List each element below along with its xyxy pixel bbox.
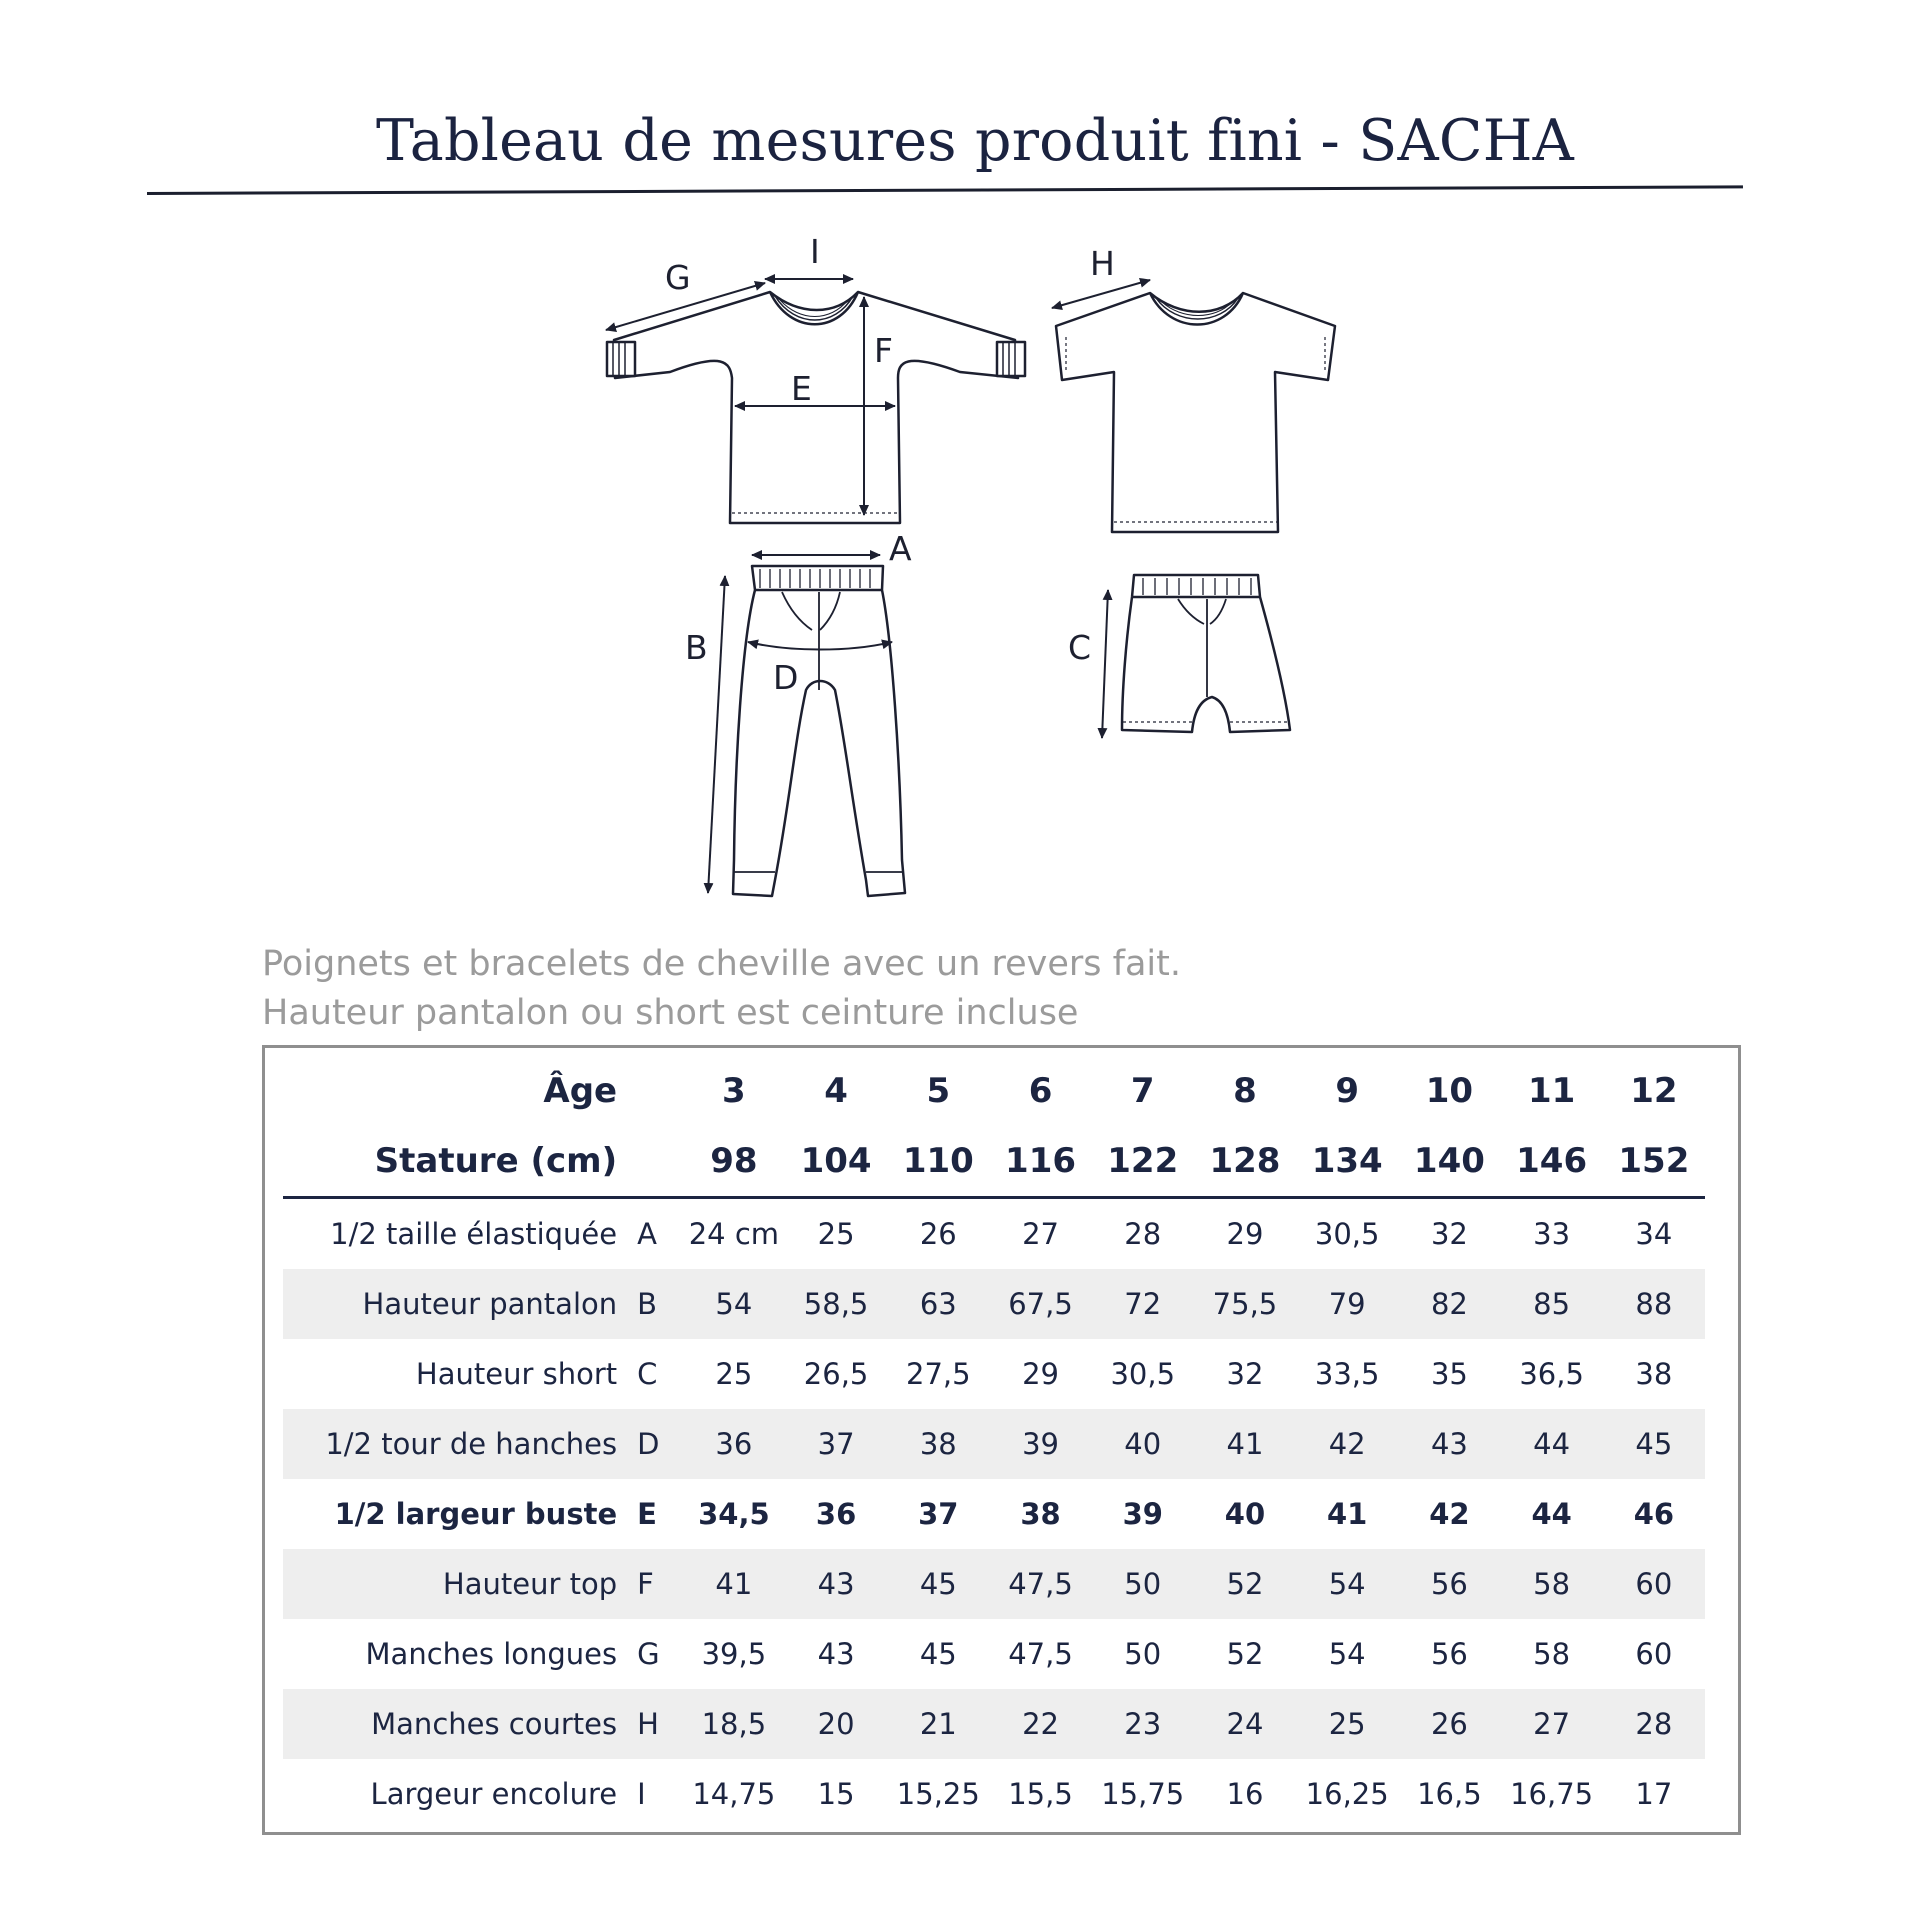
measure-label-g: G (665, 258, 691, 297)
value-cell: 34 (1635, 1217, 1673, 1251)
stature-cell: 110 (887, 1126, 989, 1198)
value-cell: 46 (1633, 1497, 1675, 1531)
shorts-drawing (1122, 575, 1290, 732)
t-shirt-drawing (1056, 293, 1335, 532)
value-cell: 36 (815, 1497, 857, 1531)
value-cell: 60 (1603, 1549, 1705, 1619)
value-cell: 26 (1398, 1689, 1500, 1759)
value-cell: 16,5 (1417, 1777, 1482, 1811)
age-cell: 8 (1233, 1071, 1257, 1111)
stature-cell: 140 (1398, 1126, 1500, 1198)
age-cell: 3 (722, 1071, 746, 1111)
value-cell: 41 (1194, 1409, 1296, 1479)
value-cell: 45 (919, 1637, 957, 1671)
table-row (283, 1198, 1705, 1270)
value-cell: 15,5 (1008, 1777, 1073, 1811)
row-name: Hauteur short (415, 1357, 618, 1391)
stature-cell: 122 (1092, 1126, 1194, 1198)
measurement-table (283, 1056, 1705, 1829)
table-row (283, 1549, 1705, 1619)
table-row (283, 1269, 1705, 1339)
value-cell: 15,25 (896, 1777, 980, 1811)
age-cell: 9 (1335, 1071, 1360, 1111)
value-cell: 44 (1501, 1409, 1603, 1479)
value-cell: 16,25 (1305, 1777, 1389, 1811)
value-cell: 56 (1430, 1637, 1468, 1671)
row-name: Manches courtes (283, 1689, 629, 1759)
stature-cell: 134 (1296, 1126, 1398, 1198)
value-cell: 45 (887, 1549, 989, 1619)
value-cell: 39 (1122, 1497, 1163, 1531)
row-letter: H (629, 1689, 683, 1759)
header-spacer (629, 1126, 683, 1198)
value-cell: 88 (1603, 1269, 1705, 1339)
value-cell: 30,5 (1314, 1217, 1380, 1251)
stature-header-row (283, 1126, 1705, 1198)
age-cell: 7 (1130, 1071, 1155, 1111)
value-cell: 17 (1635, 1777, 1673, 1811)
value-cell: 32 (1226, 1357, 1264, 1391)
stature-cell: 152 (1603, 1126, 1705, 1198)
value-cell: 50 (1124, 1637, 1162, 1671)
row-letter: B (629, 1269, 683, 1339)
age-cell: 5 (926, 1071, 951, 1111)
value-cell: 54 (1328, 1637, 1366, 1671)
row-letter: F (629, 1549, 683, 1619)
row-letter: C (637, 1357, 658, 1391)
value-cell: 56 (1398, 1549, 1500, 1619)
row-name: 1/2 tour de hanches (283, 1409, 629, 1479)
long-sleeve-top-drawing (607, 292, 1025, 523)
measure-label-d: D (773, 658, 799, 697)
row-name: Hauteur pantalon (283, 1269, 629, 1339)
value-cell: 44 (1531, 1497, 1572, 1531)
value-cell: 38 (1020, 1497, 1061, 1531)
table-row (283, 1619, 1705, 1689)
value-cell: 47,5 (989, 1549, 1091, 1619)
header-spacer (629, 1056, 683, 1126)
value-cell: 27 (1501, 1689, 1603, 1759)
age-header-row (283, 1056, 1705, 1126)
value-cell: 14,75 (692, 1777, 776, 1811)
value-cell: 67,5 (989, 1269, 1091, 1339)
value-cell: 85 (1501, 1269, 1603, 1339)
value-cell: 43 (817, 1637, 855, 1671)
value-cell: 18,5 (683, 1689, 785, 1759)
row-name: Manches longues (365, 1637, 618, 1671)
value-cell: 28 (1603, 1689, 1705, 1759)
value-cell: 41 (1327, 1497, 1368, 1531)
value-cell: 39,5 (701, 1637, 767, 1671)
value-cell: 25 (1296, 1689, 1398, 1759)
age-cell: 12 (1630, 1071, 1678, 1111)
value-cell: 43 (1398, 1409, 1500, 1479)
value-cell: 29 (1226, 1217, 1264, 1251)
value-cell: 45 (1603, 1409, 1705, 1479)
row-letter: A (637, 1217, 657, 1251)
value-cell: 39 (989, 1409, 1091, 1479)
row-name: 1/2 largeur buste (334, 1497, 618, 1531)
long-pants-drawing (733, 566, 905, 896)
value-cell: 52 (1194, 1549, 1296, 1619)
value-cell: 38 (1635, 1357, 1673, 1391)
value-cell: 16 (1226, 1777, 1264, 1811)
value-cell: 47,5 (1008, 1637, 1073, 1671)
table-row (283, 1689, 1705, 1759)
value-cell: 27 (1022, 1217, 1059, 1251)
value-cell: 54 (1296, 1549, 1398, 1619)
value-cell: 24 (1194, 1689, 1296, 1759)
value-cell: 36,5 (1519, 1357, 1584, 1391)
note-line: Poignets et bracelets de cheville avec un revers fait. (262, 944, 1181, 984)
age-cell: 10 (1425, 1071, 1474, 1111)
value-cell: 34,5 (698, 1497, 770, 1531)
value-cell: 58 (1501, 1549, 1603, 1619)
stature-cell: 98 (683, 1126, 785, 1198)
value-cell: 54 (683, 1269, 785, 1339)
value-cell: 41 (683, 1549, 785, 1619)
value-cell: 37 (918, 1497, 959, 1531)
measure-label-b: B (685, 628, 708, 667)
value-cell: 58,5 (785, 1269, 887, 1339)
age-cell: 4 (824, 1071, 848, 1111)
measure-label-a: A (889, 529, 912, 568)
value-cell: 42 (1296, 1409, 1398, 1479)
value-cell: 33 (1533, 1217, 1571, 1251)
value-cell: 36 (683, 1409, 785, 1479)
value-cell: 50 (1092, 1549, 1194, 1619)
value-cell: 16,75 (1510, 1777, 1594, 1811)
value-cell: 15 (817, 1777, 855, 1811)
value-cell: 26,5 (803, 1357, 869, 1391)
value-cell: 25 (817, 1217, 855, 1251)
value-cell: 32 (1430, 1217, 1468, 1251)
value-cell: 22 (989, 1689, 1091, 1759)
value-cell: 21 (887, 1689, 989, 1759)
value-cell: 20 (785, 1689, 887, 1759)
value-cell: 24 cm (688, 1217, 780, 1251)
measure-label-i: I (810, 232, 820, 271)
garment-diagram (0, 0, 1920, 920)
stature-label: Stature (cm) (283, 1126, 629, 1198)
age-cell: 6 (1028, 1071, 1053, 1111)
value-cell: 63 (887, 1269, 989, 1339)
note-line: Hauteur pantalon ou short est ceinture incluse (262, 993, 1079, 1033)
value-cell: 60 (1635, 1637, 1673, 1671)
measure-label-f: F (874, 331, 893, 370)
row-name: Hauteur top (283, 1549, 629, 1619)
value-cell: 79 (1296, 1269, 1398, 1339)
row-letter: E (637, 1497, 657, 1531)
notes (262, 940, 1181, 1038)
row-name: 1/2 taille élastiquée (330, 1217, 618, 1251)
measure-label-c: C (1068, 628, 1092, 667)
table-row (283, 1339, 1705, 1409)
stature-cell: 128 (1194, 1126, 1296, 1198)
value-cell: 29 (1022, 1357, 1059, 1391)
row-letter: D (629, 1409, 683, 1479)
measure-label-h: H (1090, 244, 1115, 283)
value-cell: 75,5 (1194, 1269, 1296, 1339)
value-cell: 40 (1092, 1409, 1194, 1479)
value-cell: 27,5 (906, 1357, 971, 1391)
stature-cell: 146 (1501, 1126, 1603, 1198)
measure-label-e: E (791, 369, 812, 408)
table-row (283, 1479, 1705, 1549)
value-cell: 26 (919, 1217, 957, 1251)
value-cell: 37 (785, 1409, 887, 1479)
table-row (283, 1409, 1705, 1479)
value-cell: 30,5 (1110, 1357, 1176, 1391)
row-letter: I (637, 1777, 646, 1811)
value-cell: 35 (1430, 1357, 1468, 1391)
row-name: Largeur encolure (370, 1777, 618, 1811)
value-cell: 72 (1092, 1269, 1194, 1339)
value-cell: 42 (1429, 1497, 1470, 1531)
value-cell: 40 (1224, 1497, 1266, 1531)
value-cell: 82 (1398, 1269, 1500, 1339)
table-row (283, 1759, 1705, 1829)
value-cell: 25 (715, 1357, 753, 1391)
value-cell: 43 (785, 1549, 887, 1619)
page-title: Tableau de mesures produit fini - SACHA (375, 108, 1575, 174)
value-cell: 23 (1092, 1689, 1194, 1759)
row-letter: G (637, 1637, 660, 1671)
age-cell: 11 (1527, 1071, 1576, 1111)
stature-cell: 116 (989, 1126, 1091, 1198)
value-cell: 28 (1124, 1217, 1162, 1251)
value-cell: 15,75 (1101, 1777, 1185, 1811)
value-cell: 38 (887, 1409, 989, 1479)
stature-cell: 104 (785, 1126, 887, 1198)
value-cell: 52 (1226, 1637, 1264, 1671)
value-cell: 58 (1533, 1637, 1571, 1671)
age-label: Âge (543, 1071, 618, 1111)
value-cell: 33,5 (1314, 1357, 1380, 1391)
